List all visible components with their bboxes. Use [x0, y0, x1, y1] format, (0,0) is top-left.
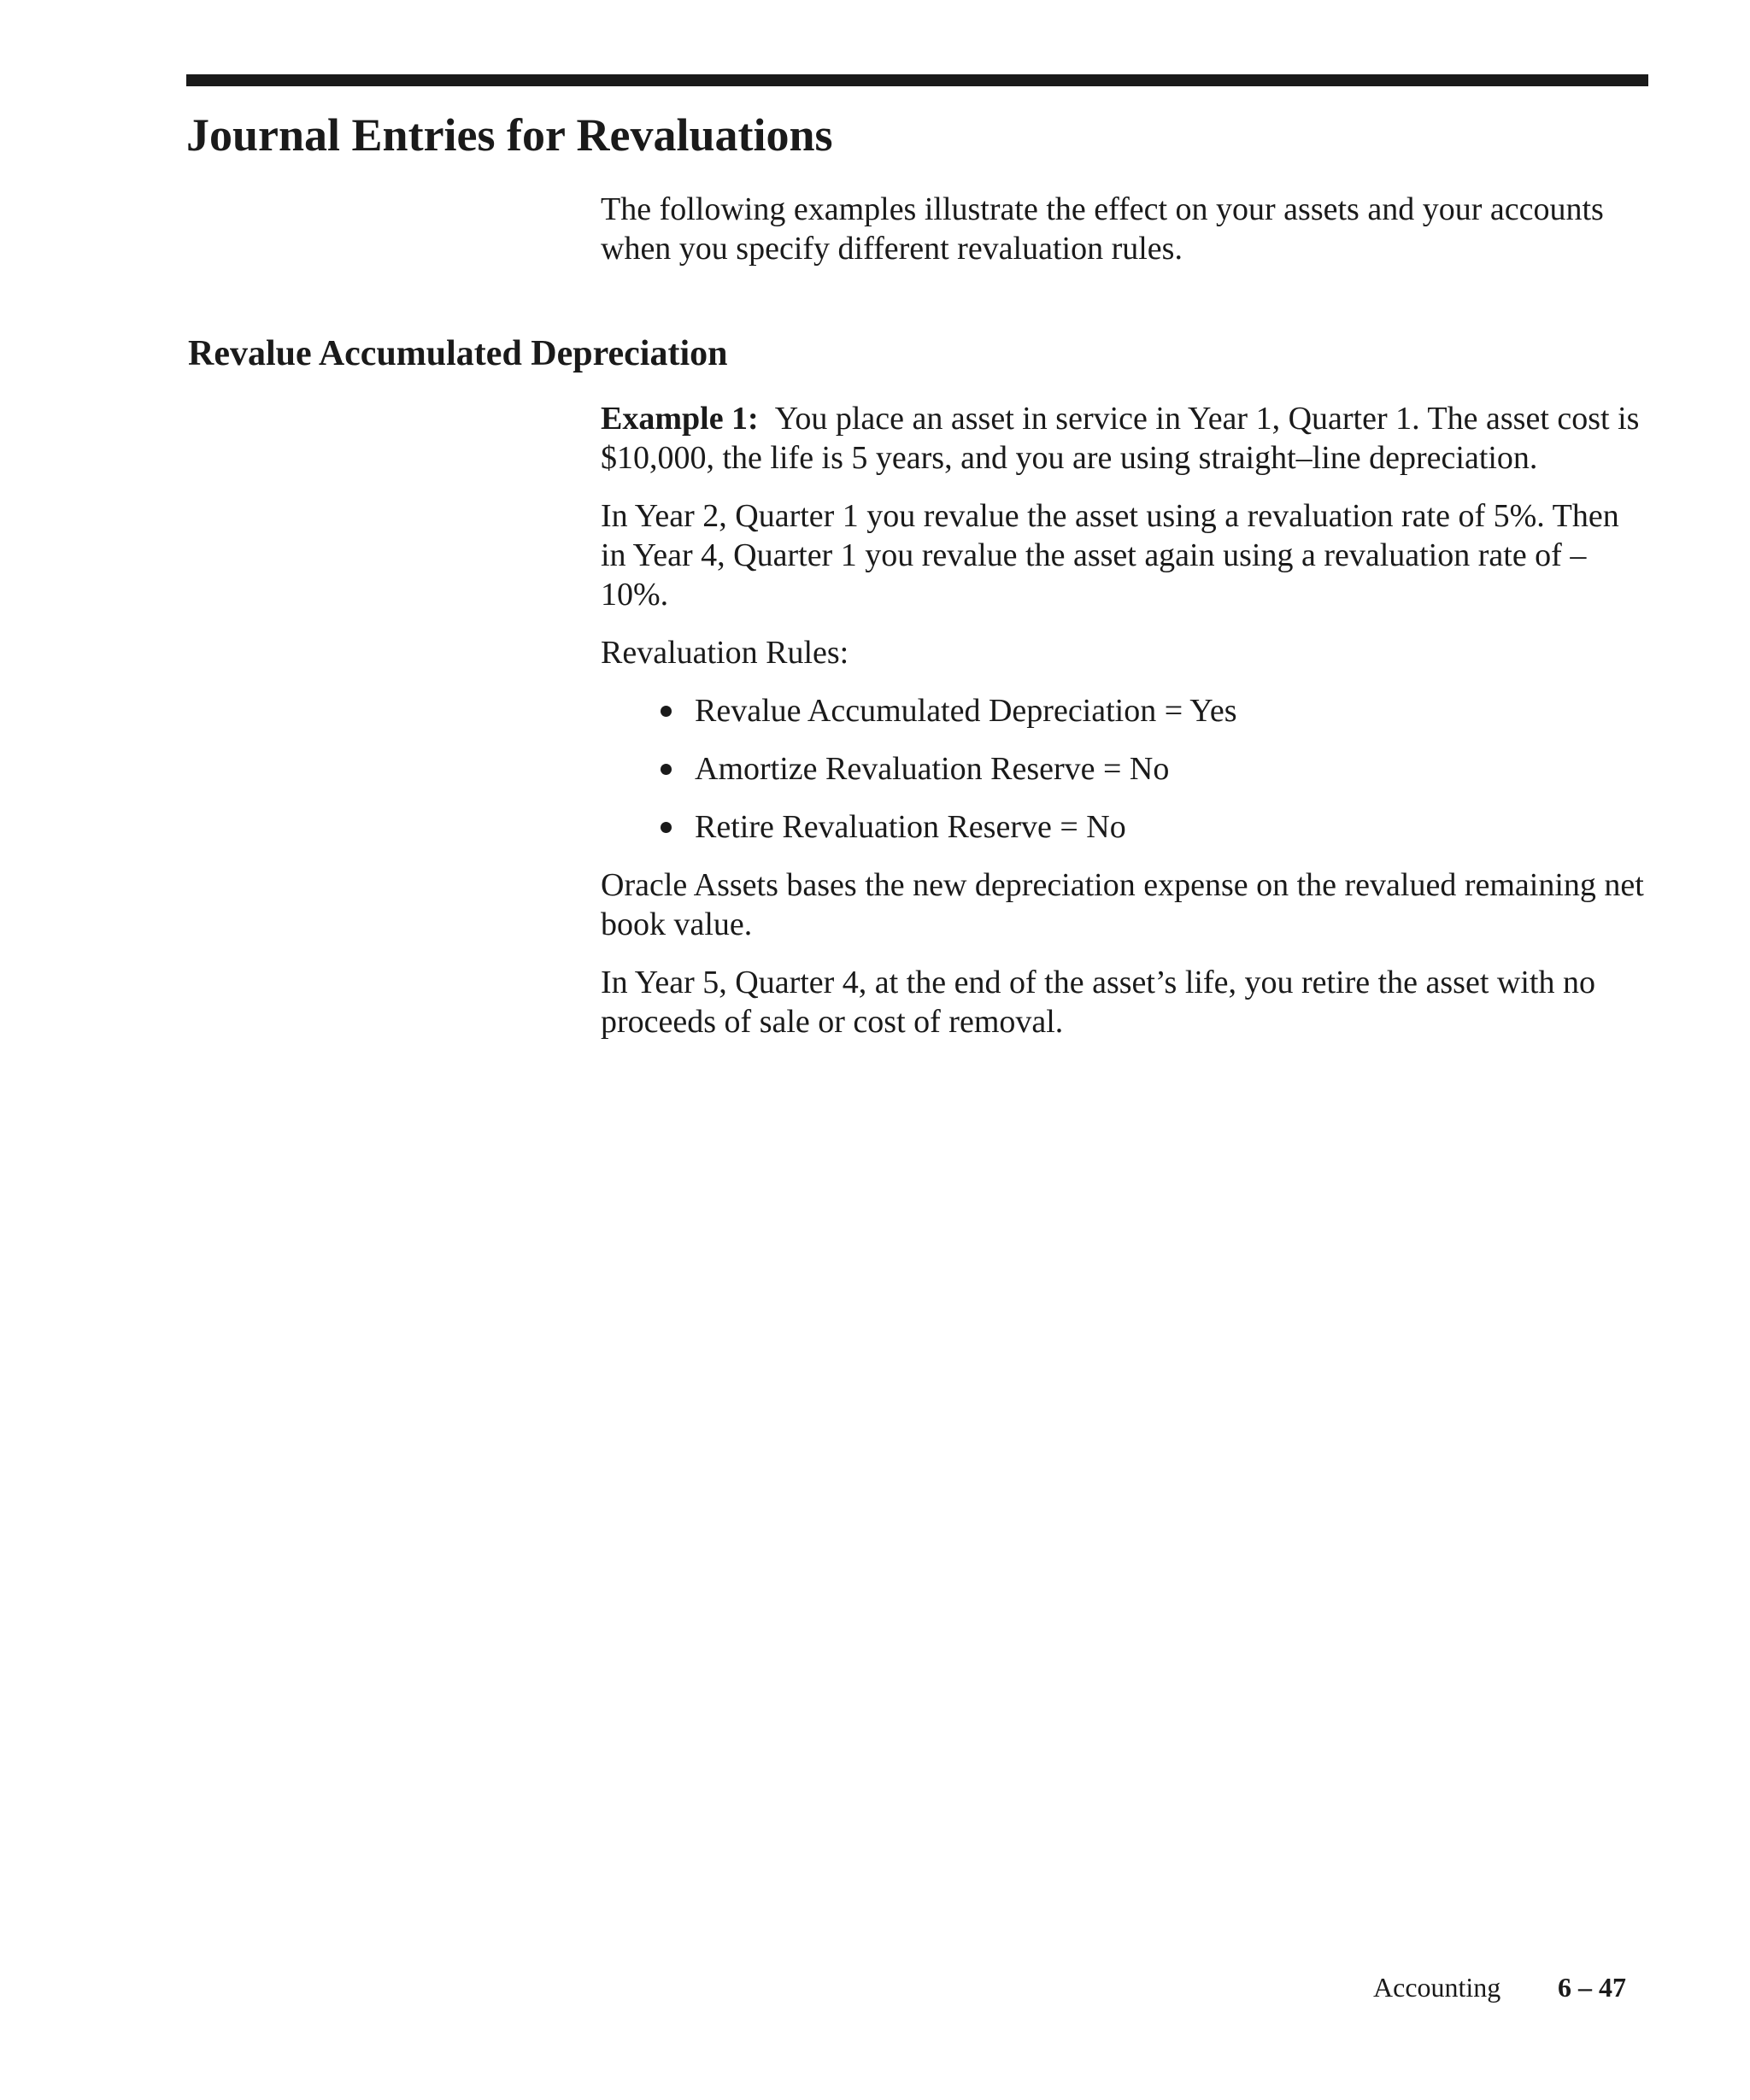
section-content — [601, 399, 1648, 1041]
footer-page-number: 6 – 47 — [1558, 1972, 1626, 2003]
list-item — [661, 691, 1648, 730]
bullet-icon — [661, 706, 672, 717]
footer-section-name: Accounting — [1373, 1972, 1501, 2003]
example-paragraph — [601, 399, 1648, 478]
rule-text: Retire Revaluation Reserve = No — [695, 809, 1126, 845]
example-text: You place an asset in service in Year 1, Quarter 1. The asset cost is $10,000, the life is 5 years, and you are using straight–line depreciation. — [601, 401, 1640, 476]
bullet-icon — [661, 764, 672, 775]
retirement-paragraph: In Year 5, Quarter 4, at the end of the asset’s life, you retire the asset with no proceeds of sale or cost of removal. — [601, 965, 1595, 1040]
rules-list — [601, 691, 1648, 847]
section-heading: Revalue Accumulated Depreciation — [188, 334, 728, 373]
list-item — [661, 807, 1648, 847]
depreciation-basis-paragraph: Oracle Assets bases the new depreciation expense on the revalued remaining net book value. — [601, 867, 1644, 942]
rules-label: Revaluation Rules: — [601, 635, 849, 671]
list-item — [661, 749, 1648, 789]
bullet-icon — [661, 822, 672, 833]
intro-block — [601, 190, 1648, 268]
page-title: Journal Entries for Revaluations — [186, 109, 833, 161]
top-rule — [186, 74, 1648, 86]
revaluation-paragraph: In Year 2, Quarter 1 you revalue the asset using a revaluation rate of 5%. Then in Year 4, Quarter 1 you revalue the asset again using a revaluation rate of –10%. — [601, 498, 1619, 613]
example-label: Example 1: — [601, 401, 759, 437]
intro-paragraph: The following examples illustrate the effect on your assets and your accounts when you specify different revaluation rules. — [601, 191, 1604, 267]
rule-text: Revalue Accumulated Depreciation = Yes — [695, 693, 1237, 729]
rule-text: Amortize Revaluation Reserve = No — [695, 751, 1170, 787]
